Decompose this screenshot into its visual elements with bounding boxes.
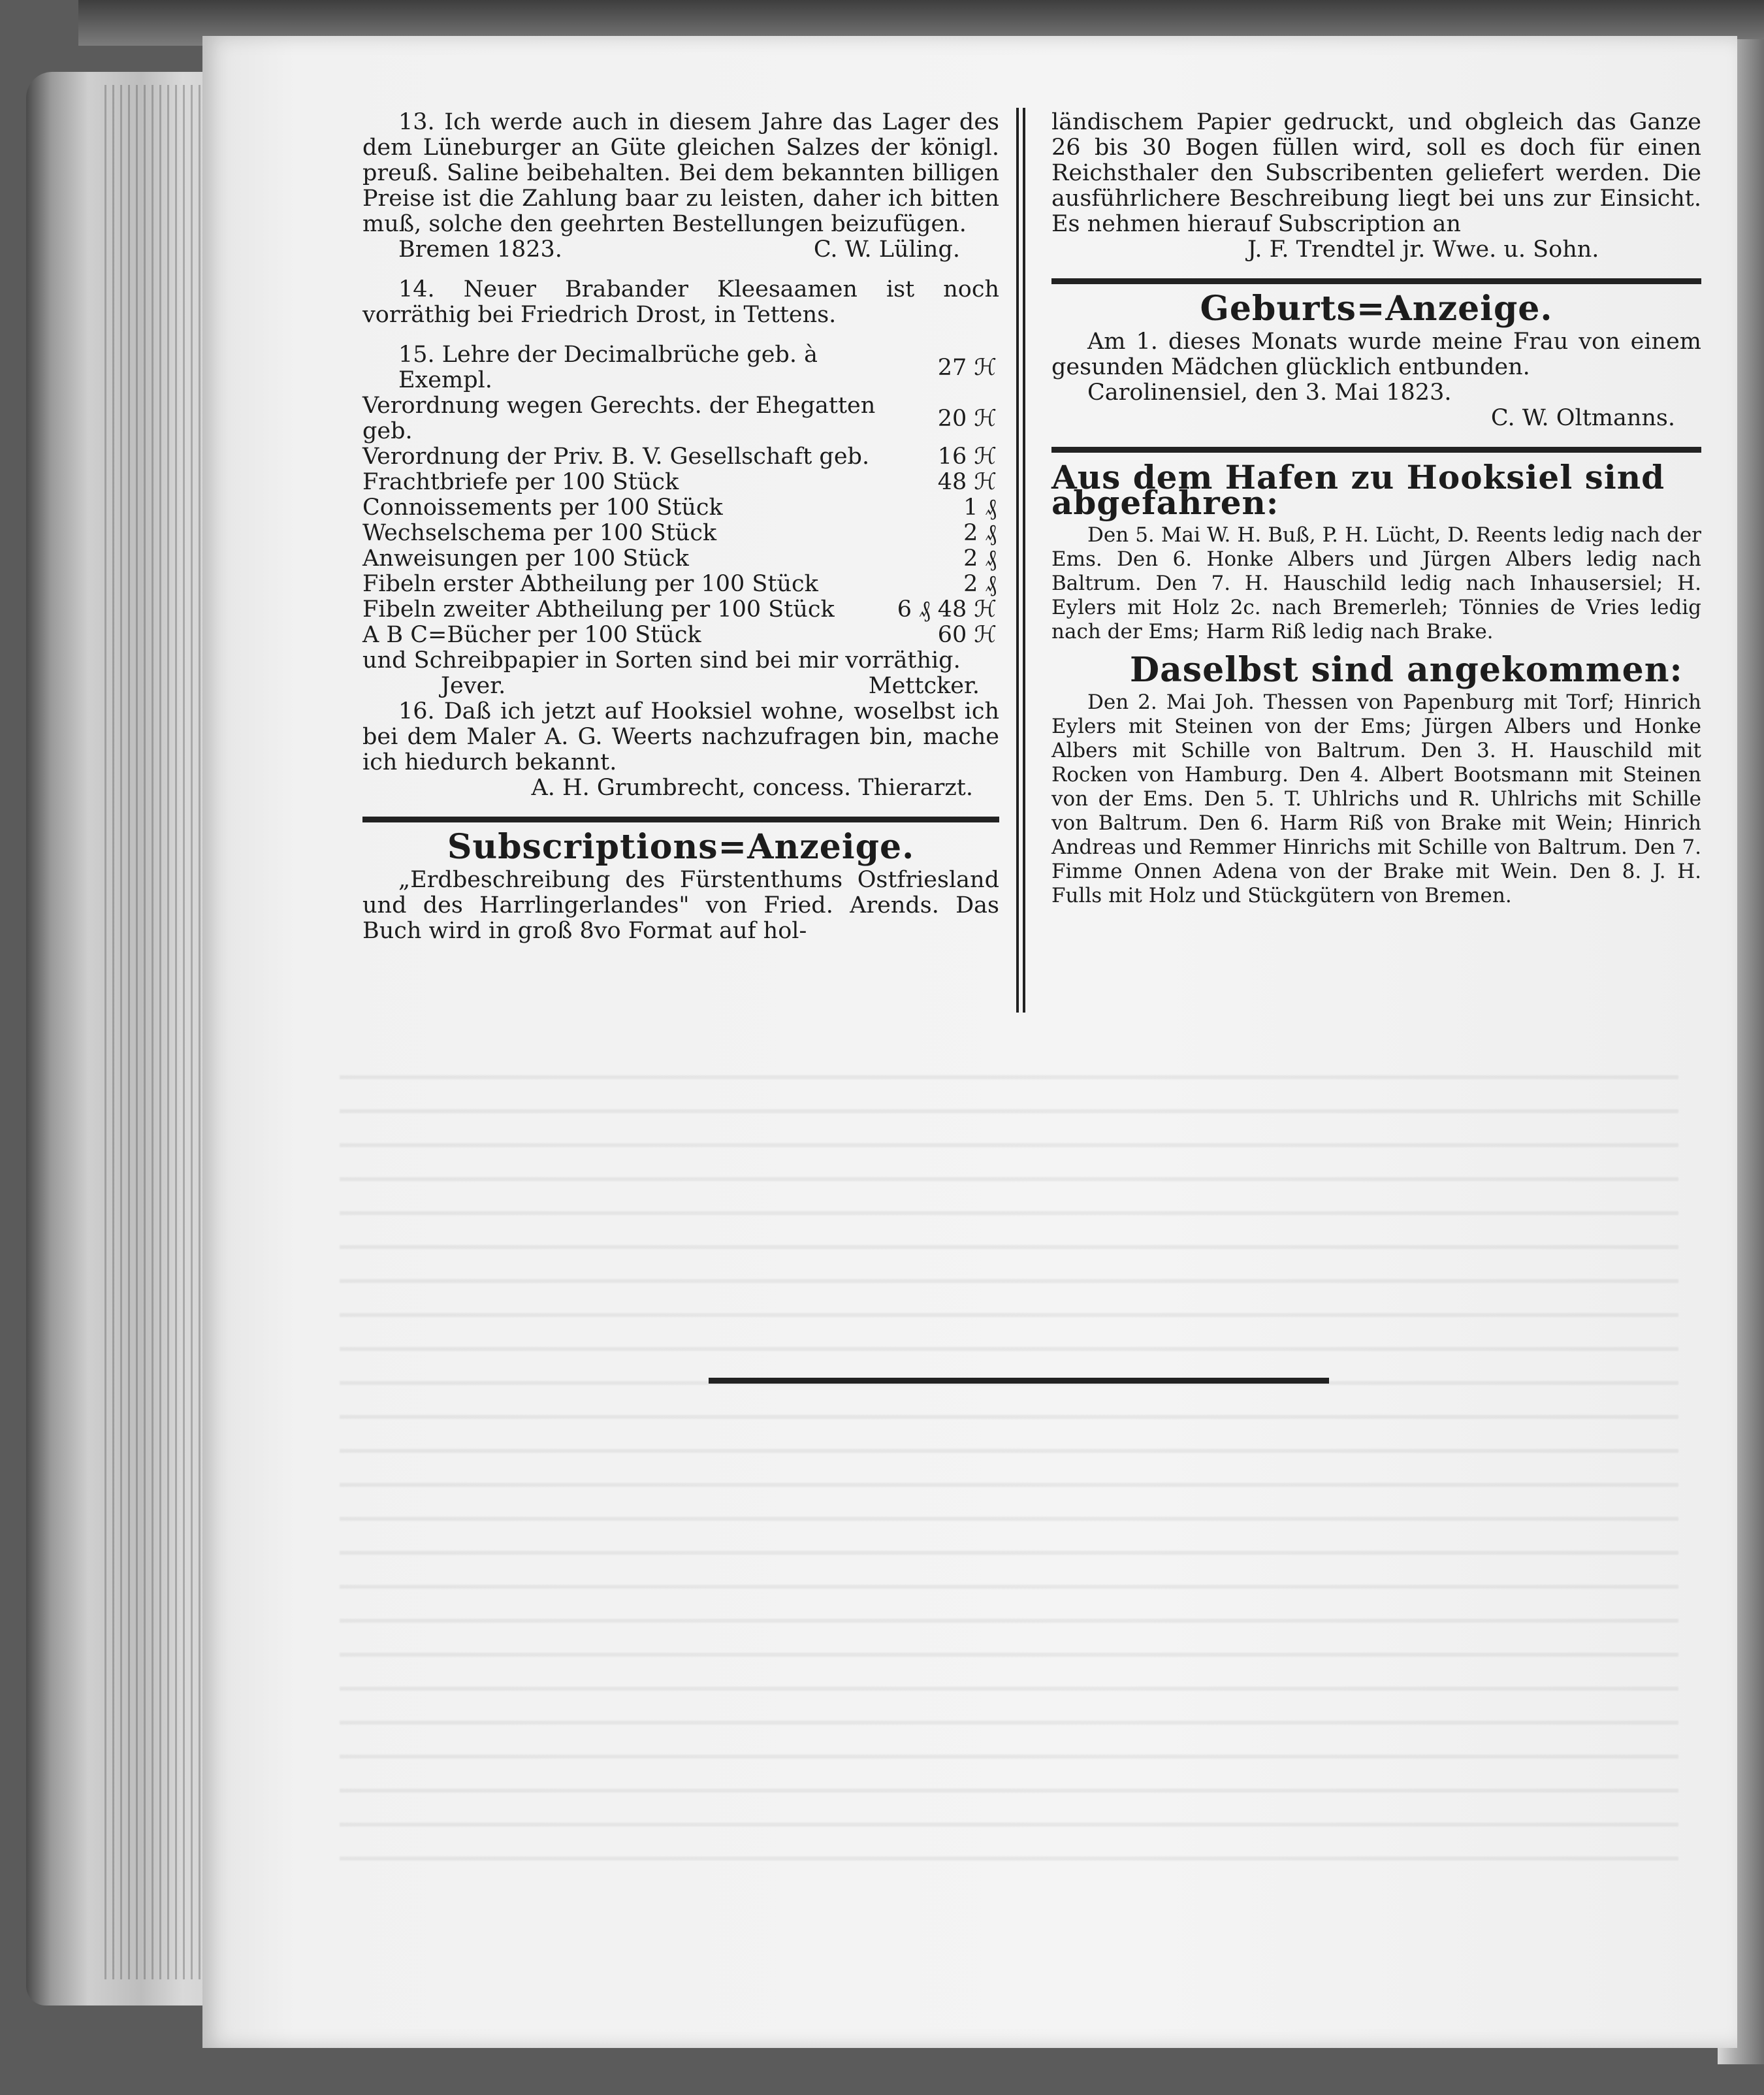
- price-value: 48 ℋ: [937, 469, 997, 495]
- price-value: 27 ℋ: [937, 354, 997, 381]
- notice-14-text: 14. Neuer Brabander Kleesaamen ist noch vorräthig bei Friedrich Drost, in Tettens.: [362, 276, 999, 328]
- price-item: A B C=Bücher per 100 Stück: [362, 622, 701, 648]
- birth-place: Carolinensiel, den 3. Mai 1823.: [1087, 380, 1452, 406]
- price-list: [362, 342, 999, 648]
- notice-15-signature: [362, 674, 999, 699]
- price-row: [362, 495, 999, 521]
- price-value: 6 ₰ 48 ℋ: [897, 596, 997, 623]
- arrived-heading: Daselbst sind angekommen:: [1130, 650, 1683, 690]
- price-row: [362, 521, 999, 546]
- departed-heading: Aus dem Hafen zu Hooksiel sind abgefahren:: [1051, 458, 1665, 522]
- notice-13-signer: C. W. Lüling.: [813, 236, 960, 263]
- price-row: [362, 342, 999, 393]
- price-item: Frachtbriefe per 100 Stück: [362, 469, 679, 495]
- notice-13-signature: [362, 237, 999, 263]
- price-item: Verordnung wegen Gerechts. der Ehegatten geb.: [362, 393, 876, 444]
- price-row: [362, 623, 999, 648]
- notice-13-place: Bremen 1823.: [398, 236, 562, 263]
- price-value: 16 ℋ: [937, 444, 997, 470]
- notice-15-closing: und Schreibpapier in Sorten sind bei mir vorräthig.: [362, 647, 961, 674]
- price-row: [362, 444, 999, 470]
- price-item: Wechselschema per 100 Stück: [362, 520, 717, 546]
- price-value: 2 ₰: [963, 571, 997, 597]
- subscription-signer: J. F. Trendtel jr. Wwe. u. Sohn.: [1247, 236, 1599, 263]
- price-value: 2 ₰: [963, 520, 997, 546]
- price-value: 1 ₰: [963, 495, 997, 521]
- right-column: [1051, 110, 1701, 908]
- price-row: [362, 572, 999, 597]
- column-divider: [1016, 108, 1025, 1013]
- arrived-text: Den 2. Mai Joh. Thessen von Papenburg mit Torf; Hinrich Eylers mit Steinen von der Ems; Jürgen Albers und Honke Albers mit Schille von Baltrum. Den 3. H. Hauschild mit Rocken von Hamburg. Den 4. Albert Bootsmann mit Steinen von der Ems. Den 5. T. Uhlrichs und R. Uhlrichs mit Schille von Baltrum. Den 6. Harm Riß von Brake mit Wein; Hinrich Andreas und Remmer Hinrichs mit Schille von Baltrum. Den 7. Fimme Onnen Adena von der Brake mit Wein. Den 8. J. H. Fulls mit Holz und Stückgütern von Bremen.: [1051, 690, 1701, 907]
- notice-13-text: 13. Ich werde auch in diesem Jahre das Lager des dem Lüneburger an Güte gleichen Salzes der königl. preuß. Saline beibehalten. Bei dem bekannten billigen Preise ist die Zahlung baar zu leisten, daher ich bitten muß, solche den geehrten Bestellungen beizufügen.: [362, 109, 999, 237]
- price-row: [362, 546, 999, 572]
- notice-16-text: 16. Daß ich jetzt auf Hooksiel wohne, woselbst ich bei dem Maler A. G. Weerts nachzufragen bin, mache ich hiedurch bekannt.: [362, 698, 999, 775]
- birth-signer: C. W. Oltmanns.: [1490, 405, 1675, 431]
- departed-text: Den 5. Mai W. H. Buß, P. H. Lücht, D. Reents ledig nach der Ems. Den 6. Honke Albers und Jürgen Albers ledig nach Baltrum. Den 7. H. Hauschild ledig nach Inhausersiel; H. Eylers mit Holz 2c. nach Bremerleh; Tönnies de Vries ledig nach der Ems; Harm Riß ledig nach Brake.: [1051, 523, 1701, 643]
- section-rule: [1051, 278, 1701, 284]
- price-item: Fibeln zweiter Abtheilung per 100 Stück: [362, 596, 835, 623]
- subscription-heading: Subscriptions=Anzeige.: [447, 827, 915, 867]
- notice-15-signer: Mettcker.: [868, 673, 980, 699]
- subscription-text-continued: ländischem Papier gedruckt, und obgleich das Ganze 26 bis 30 Bogen füllen wird, soll es doch für einen Reichsthaler den Subscribenten geliefert werden. Die ausführlichere Beschreibung liegt bei uns zur Einsicht. Es nehmen hierauf Subscription an: [1051, 109, 1701, 237]
- price-row: [362, 393, 999, 444]
- left-column: [362, 110, 999, 944]
- price-item: Verordnung der Priv. B. V. Gesellschaft geb.: [362, 444, 870, 470]
- price-value: 2 ₰: [963, 545, 997, 572]
- price-row: [362, 470, 999, 495]
- birth-heading: Geburts=Anzeige.: [1200, 289, 1553, 329]
- price-item: Connoissements per 100 Stück: [362, 495, 723, 521]
- subscription-text: „Erdbeschreibung des Fürstenthums Ostfriesland und des Harrlingerlandes" von Fried. Arends. Das Buch wird in groß 8vo Format auf hol-: [362, 867, 999, 944]
- price-item: Anweisungen per 100 Stück: [362, 545, 689, 572]
- price-value: 20 ℋ: [937, 405, 997, 432]
- birth-text: Am 1. dieses Monats wurde meine Frau von einem gesunden Mädchen glücklich entbunden.: [1051, 329, 1701, 380]
- price-item: 15. Lehre der Decimalbrüche geb. à Exempl.: [398, 342, 818, 393]
- price-row: [362, 597, 999, 623]
- price-item: Fibeln erster Abtheilung per 100 Stück: [362, 571, 818, 597]
- notice-16-signer: A. H. Grumbrecht, concess. Thierarzt.: [531, 775, 973, 801]
- section-rule: [362, 817, 999, 822]
- closing-rule: [709, 1378, 1329, 1384]
- section-rule: [1051, 447, 1701, 453]
- bleed-through-text: [340, 1045, 1678, 1862]
- notice-15-place: Jever.: [441, 673, 506, 699]
- price-value: 60 ℋ: [937, 622, 997, 648]
